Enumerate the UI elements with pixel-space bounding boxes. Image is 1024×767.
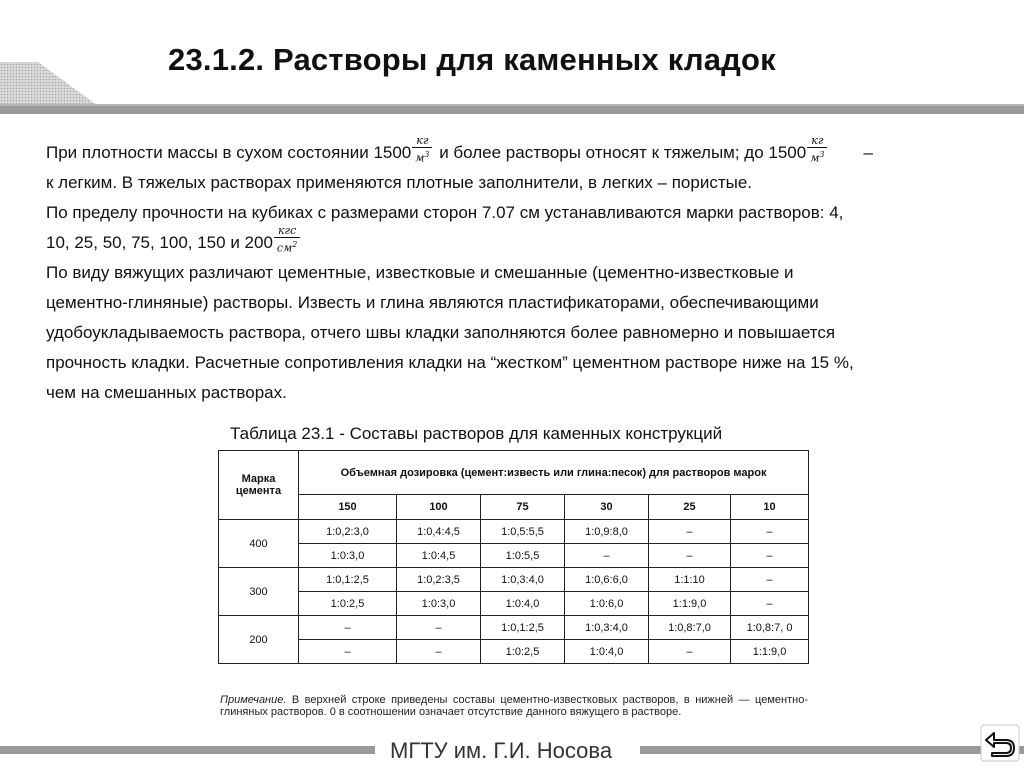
paragraph-line-1 [46, 134, 1006, 168]
note-label: Примечание. [220, 694, 287, 706]
lime-mix-cell: 1:0,4:4,5 [397, 520, 481, 544]
clay-mix-cell: 1:0:3,0 [299, 544, 397, 568]
lime-mix-cell: 1:0,1:2,5 [299, 568, 397, 592]
clay-mix-cell: – [731, 544, 809, 568]
lime-mix-cell: 1:1:10 [649, 568, 731, 592]
lime-mix-cell: – [397, 616, 481, 640]
footer-university: МГТУ им. Г.И. Носова [390, 738, 613, 763]
paragraph-line-8: прочность кладки. Расчетные сопротивления кладки на “жестком” цементном растворе ниже на 15 %, [46, 353, 854, 372]
table-row [219, 544, 809, 568]
lime-mix-cell: – [649, 520, 731, 544]
paragraph-line-2: к легким. В тяжелых растворах применяются плотные заполнители, в легких – пористые. [46, 173, 753, 192]
text-segment: 10, 25, 50, 75, 100, 150 и 200 [46, 233, 273, 252]
clay-mix-cell: – [649, 544, 731, 568]
table-note [220, 694, 808, 718]
clay-mix-cell: – [397, 640, 481, 664]
clay-mix-cell: 1:1:9,0 [731, 640, 809, 664]
paragraph-line-4 [46, 224, 1006, 258]
table-row [219, 592, 809, 616]
cement-brand-cell: 300 [219, 568, 299, 616]
clay-mix-cell: 1:0:4,0 [481, 592, 565, 616]
lime-mix-cell: 1:0,8:7, 0 [731, 616, 809, 640]
text-segment: При плотности массы в сухом состоянии 1500 [46, 143, 412, 162]
lime-mix-cell: 1:0,1:2,5 [481, 616, 565, 640]
grade-header-10: 10 [731, 495, 809, 520]
table-row [219, 520, 809, 544]
table-row [219, 616, 809, 640]
clay-mix-cell: 1:1:9,0 [649, 592, 731, 616]
mortar-composition-table [218, 450, 809, 664]
header-grades-row [219, 495, 809, 520]
table-row [219, 640, 809, 664]
clay-mix-cell: 1:0:2,5 [299, 592, 397, 616]
cement-brand-cell: 400 [219, 520, 299, 568]
lime-mix-cell: – [731, 568, 809, 592]
table-body [219, 520, 809, 664]
clay-mix-cell: 1:0:4,5 [397, 544, 481, 568]
cement-brand-cell: 200 [219, 616, 299, 664]
clay-mix-cell: 1:0:2,5 [481, 640, 565, 664]
density-unit-fraction: $\frac{кг}{м^3}$ [807, 134, 827, 165]
grade-header-100: 100 [397, 495, 481, 520]
lime-mix-cell: 1:0,3:4,0 [565, 616, 649, 640]
lime-mix-cell: 1:0,9:8,0 [565, 520, 649, 544]
grade-header-25: 25 [649, 495, 731, 520]
paragraph-line-5: По виду вяжущих различают цементные, известковые и смешанные (цементно-известковые и [46, 263, 794, 282]
clay-mix-cell: – [565, 544, 649, 568]
grade-header-150: 150 [299, 495, 397, 520]
clay-mix-cell: – [299, 640, 397, 664]
slide-title: 23.1.2. Растворы для каменных кладок [168, 42, 776, 77]
lime-mix-cell: – [299, 616, 397, 640]
note-text: В верхней строке приведены составы цементно-известковых растворов, в нижней — цементно-глиняных растворов. 0 в соотношении означает отсутствие данного вяжущего в растворе. [220, 694, 808, 718]
return-arrow-icon[interactable] [980, 724, 1020, 762]
clay-mix-cell: 1:0:3,0 [397, 592, 481, 616]
lime-mix-cell: 1:0,8:7,0 [649, 616, 731, 640]
clay-mix-cell: 1:0:5,5 [481, 544, 565, 568]
paragraph-line-3: По пределу прочности на кубиках с размерами сторон 7.07 см устанавливаются марки растворов: 4, [46, 203, 844, 222]
lime-mix-cell: 1:0,2:3,0 [299, 520, 397, 544]
dash: – [863, 143, 873, 162]
table-caption: Таблица 23.1 - Составы растворов для каменных конструкций [230, 424, 723, 443]
clay-mix-cell: 1:0:4,0 [565, 640, 649, 664]
table-row [219, 568, 809, 592]
lime-mix-cell: 1:0,6:6,0 [565, 568, 649, 592]
density-unit-fraction: $\frac{кг}{м^3}$ [412, 134, 432, 165]
text-segment: и более растворы относят к тяжелым; до 1500 [434, 143, 807, 162]
lime-mix-cell: 1:0,2:3,5 [397, 568, 481, 592]
header-cement-brand: Марка цемента [219, 451, 299, 520]
grade-header-75: 75 [481, 495, 565, 520]
paragraph-line-7: удобоукладываемость раствора, отчего швы кладки заполняются более равномерно и повышается [46, 323, 836, 342]
clay-mix-cell: 1:0:6,0 [565, 592, 649, 616]
clay-mix-cell: – [649, 640, 731, 664]
lime-mix-cell: 1:0,5:5,5 [481, 520, 565, 544]
grade-header-30: 30 [565, 495, 649, 520]
header-volume-dosage: Объемная дозировка (цемент:известь или глина:песок) для растворов марок [299, 451, 809, 495]
strength-unit-fraction: $\frac{\text{кгс}}{см^2}$ [274, 224, 300, 255]
lime-mix-cell: – [731, 520, 809, 544]
lime-mix-cell: 1:0,3:4,0 [481, 568, 565, 592]
paragraph-line-6: цементно-глиняные) растворы. Известь и глина являются пластификаторами, обеспечивающими [46, 293, 819, 312]
paragraph-line-9: чем на смешанных растворах. [46, 383, 287, 402]
clay-mix-cell: – [731, 592, 809, 616]
